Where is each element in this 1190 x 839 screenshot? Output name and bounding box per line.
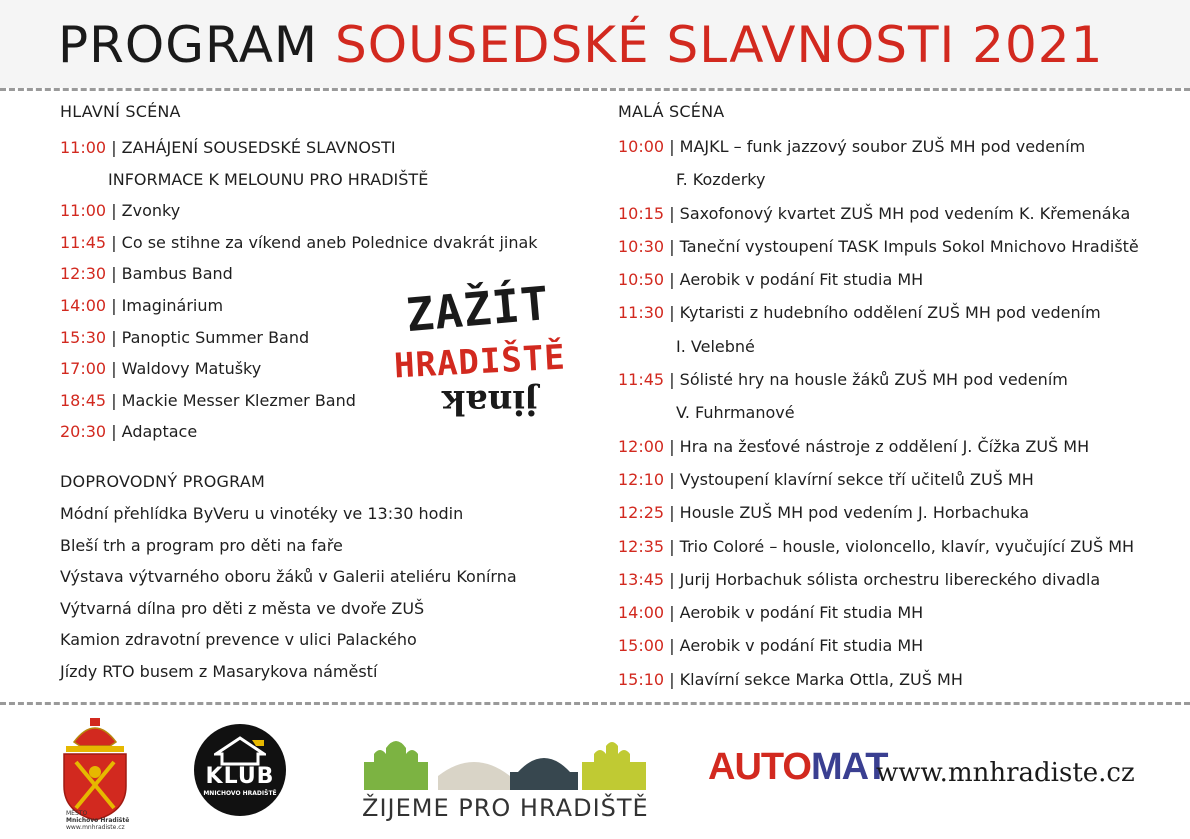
top-divider (0, 88, 1190, 91)
performance-text: Jurij Horbachuk sólista orchestru libereckého divadla (679, 569, 1101, 589)
small_stage-row (618, 263, 1178, 296)
performance-text: Imaginárium (121, 295, 224, 315)
performance-text: ZAHÁJENÍ SOUSEDSKÉ SLAVNOSTI (121, 138, 396, 157)
time-label: 18:45 (60, 390, 107, 410)
time-label: 15:30 (60, 327, 107, 347)
main-stage-heading: HLAVNÍ SCÉNA (60, 102, 181, 121)
house-roof-icon (214, 736, 266, 766)
performance-text: Aerobik v podání Fit studia MH (679, 603, 924, 623)
time-label: 15:10 (618, 669, 665, 689)
time-label: 12:30 (60, 264, 107, 284)
klub-logo (194, 724, 286, 816)
stamp-line-2: HRADIŠTĚ (393, 337, 567, 387)
time-label: 10:30 (618, 236, 665, 256)
time-label: 20:30 (60, 422, 107, 442)
title-bar (0, 0, 1190, 88)
separator: | (106, 359, 122, 379)
performance-text: Aerobik v podání Fit studia MH (679, 270, 924, 290)
performance-text: Hra na žesťové nástroje z oddělení J. Čížka ZUŠ MH (679, 436, 1090, 456)
time-label: 14:00 (618, 603, 665, 623)
performance-text: Vystoupení klavírní sekce tří učitelů ZUŠ MH (679, 469, 1034, 489)
klub-subtitle: MNICHOVO HRADIŠTĚ (203, 790, 277, 797)
title-event: SOUSEDSKÉ SLAVNOSTI 2021 (334, 16, 1104, 74)
accompanying-item: Bleší trh a program pro děti na faře (60, 535, 343, 555)
accompanying-item: Výtvarná dílna pro děti z města ve dvoře ZUŠ (60, 598, 425, 618)
skyline-icon (362, 732, 652, 794)
performance-text: MAJKL – funk jazzový soubor ZUŠ MH pod vedením (679, 137, 1086, 156)
accompanying-item: Výstava výtvarného oboru žáků v Galerii ateliéru Konírna (60, 567, 517, 587)
accompanying-item: Jízdy RTO busem z Masarykova náměstí (60, 661, 378, 681)
small_stage-row (618, 130, 1178, 163)
time-label: 11:30 (618, 303, 665, 323)
separator: | (106, 264, 122, 284)
separator: | (106, 138, 122, 157)
time-label: 10:50 (618, 270, 665, 290)
zijeme-pro-hradiste-logo (362, 732, 652, 832)
performance-text: Zvonky (121, 201, 181, 221)
small_stage-row (618, 596, 1178, 629)
small_stage-row (618, 463, 1178, 496)
small_stage-row (618, 530, 1178, 563)
separator: | (664, 436, 680, 456)
small_stage-row (618, 363, 1178, 396)
time-label: 15:00 (618, 636, 665, 656)
time-label: 17:00 (60, 359, 107, 379)
accompanying-heading: DOPROVODNÝ PROGRAM (60, 471, 265, 491)
performance-text: Housle ZUŠ MH pod vedením J. Horbachuka (679, 503, 1030, 523)
separator: | (106, 422, 122, 442)
separator: | (664, 636, 680, 656)
small_stage-row (618, 197, 1178, 230)
main_stage-row (60, 227, 600, 259)
separator: | (106, 327, 122, 347)
performance-text: Klavírní sekce Marka Ottla, ZUŠ MH (679, 669, 963, 689)
separator: | (664, 569, 680, 589)
time-label: 11:45 (618, 370, 665, 390)
small_stage-row (618, 230, 1178, 263)
time-label: 10:00 (618, 137, 665, 156)
accompanying-item: Módní přehlídka ByVeru u vinotéky ve 13:30 hodin (60, 503, 464, 523)
performance-text: Aerobik v podání Fit studia MH (679, 636, 924, 656)
separator: | (664, 303, 680, 323)
small_stage-row (618, 663, 1178, 696)
separator: | (664, 603, 680, 623)
automat-mat: MAT (810, 746, 888, 788)
time-label: 12:00 (618, 436, 665, 456)
small-stage-list (618, 130, 1178, 696)
time-label: 11:00 (60, 201, 107, 221)
time-label: 12:10 (618, 469, 665, 489)
separator: | (106, 201, 122, 221)
title-program: PROGRAM (58, 16, 319, 74)
time-label: 13:45 (618, 569, 665, 589)
time-label: 12:35 (618, 536, 665, 556)
small_stage-row (618, 496, 1178, 529)
small_stage-row-continuation: V. Fuhrmanové (676, 403, 795, 423)
small_stage-row (618, 296, 1178, 329)
klub-name: KLUB (205, 764, 275, 789)
time-label: 11:00 (60, 138, 107, 157)
separator: | (664, 270, 680, 290)
small-stage-heading: MALÁ SCÉNA (618, 102, 725, 121)
small_stage-row (618, 563, 1178, 596)
main_stage-row (60, 132, 600, 164)
small_stage-row-continuation: I. Velebné (676, 336, 755, 356)
website-link[interactable]: www.mnhradiste.cz (876, 758, 1135, 788)
time-label: 12:25 (618, 503, 665, 523)
performance-text: Mackie Messer Klezmer Band (121, 390, 356, 410)
separator: | (664, 669, 680, 689)
bottom-divider (0, 702, 1190, 705)
zazit-hradiste-stamp (392, 275, 592, 442)
separator: | (664, 236, 680, 256)
performance-text: Saxofonový kvartet ZUŠ MH pod vedením K. Křemenáka (679, 203, 1131, 223)
main_stage-row-continuation: INFORMACE K MELOUNU PRO HRADIŠTĚ (108, 169, 429, 189)
performance-text: Panoptic Summer Band (121, 327, 310, 347)
small_stage-row-continuation: F. Kozderky (676, 170, 766, 190)
separator: | (664, 503, 680, 523)
separator: | (664, 203, 680, 223)
zijeme-text: ŽIJEME PRO HRADIŠTĚ (362, 794, 649, 822)
stamp-line-1: ZAŽÍT (403, 275, 552, 343)
footer-logos (0, 706, 1190, 839)
page-title (58, 14, 1103, 76)
separator: | (664, 536, 680, 556)
separator: | (664, 370, 680, 390)
performance-text: Adaptace (121, 422, 198, 442)
performance-text: Waldovy Matušky (121, 359, 262, 379)
time-label: 11:45 (60, 232, 107, 252)
automat-logo (708, 746, 887, 789)
performance-text: Sólisté hry na housle žáků ZUŠ MH pod vedením (679, 370, 1068, 390)
separator: | (664, 469, 680, 489)
time-label: 10:15 (618, 203, 665, 223)
performance-text: Bambus Band (121, 264, 233, 284)
coat-caption: MĚSTO Mnichovo Hradiště www.mnhradiste.cz (66, 810, 130, 831)
accompanying-list (60, 498, 600, 688)
performance-text: Co se stihne za víkend aneb Polednice dvakrát jinak (121, 232, 538, 252)
performance-text: Trio Coloré – housle, violoncello, klavír, vyučující ZUŠ MH (679, 536, 1135, 556)
separator: | (106, 295, 122, 315)
separator: | (664, 137, 680, 156)
main_stage-row (60, 195, 600, 227)
small_stage-row (618, 629, 1178, 662)
automat-auto: AUTO (708, 746, 811, 788)
right-column (618, 100, 1178, 696)
stamp-line-3: jinak (442, 382, 538, 422)
time-label: 14:00 (60, 295, 107, 315)
separator: | (106, 390, 122, 410)
performance-text: Taneční vystoupení TASK Impuls Sokol Mnichovo Hradiště (679, 236, 1139, 256)
accompanying-item: Kamion zdravotní prevence v ulici Palackého (60, 630, 417, 650)
separator: | (106, 232, 122, 252)
performance-text: Kytaristi z hudebního oddělení ZUŠ MH pod vedením (679, 303, 1101, 323)
small_stage-row (618, 430, 1178, 463)
